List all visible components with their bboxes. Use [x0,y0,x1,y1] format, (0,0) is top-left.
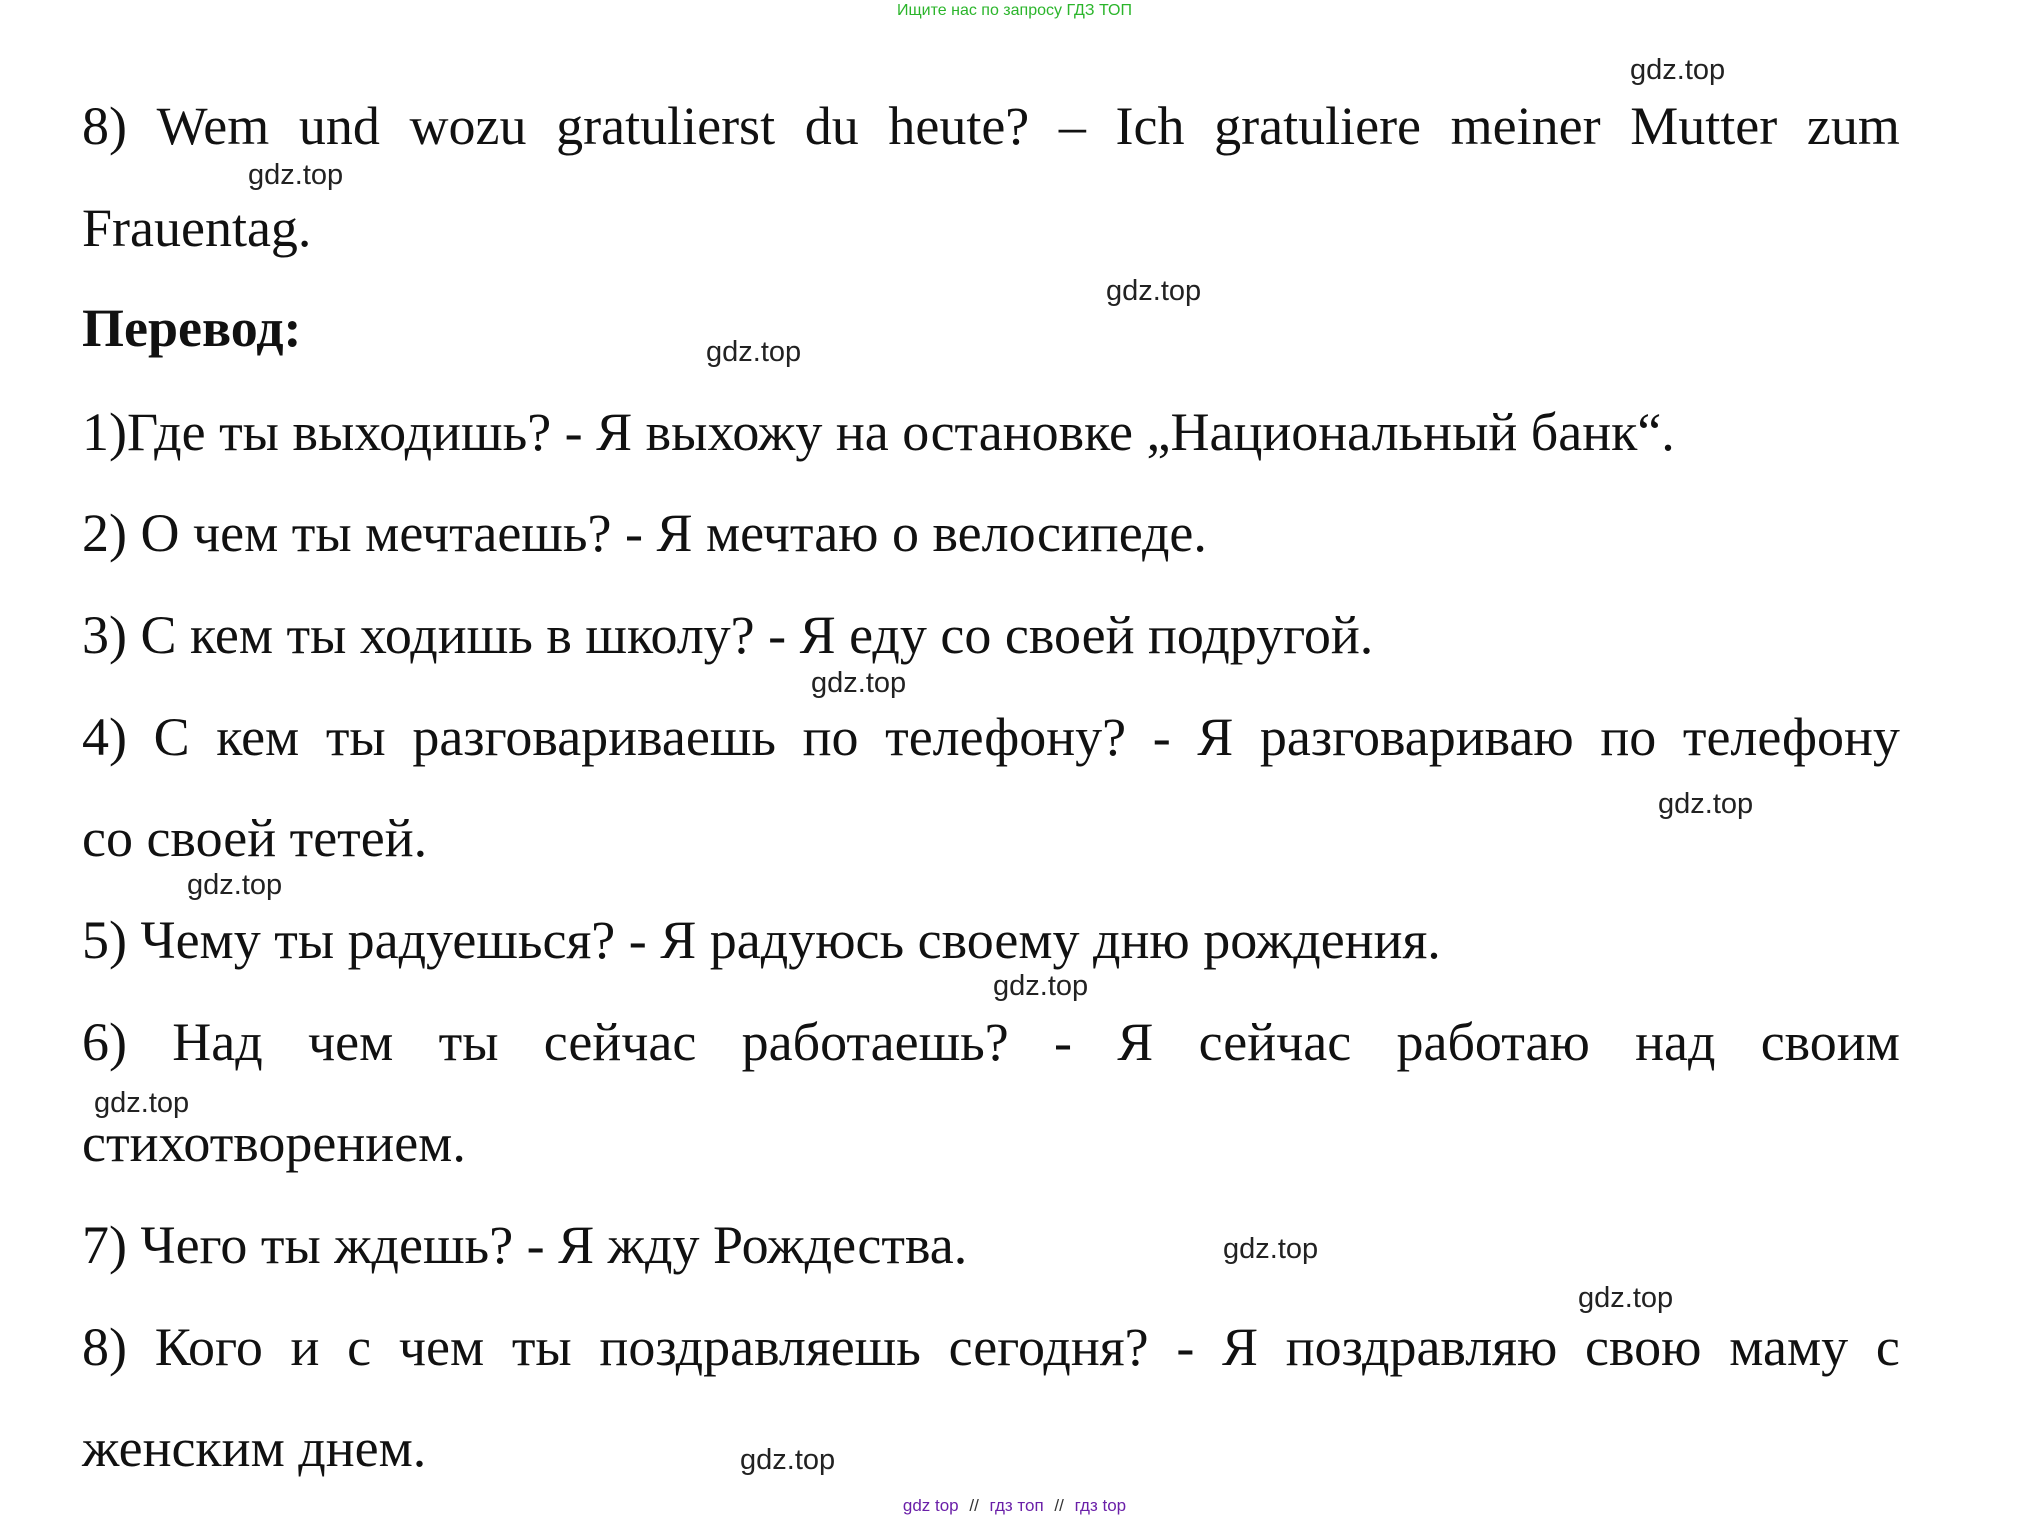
line-6-part1 [82,1012,1900,1072]
word: 8) [82,96,127,156]
bottom-link[interactable]: гдз top [1074,1496,1127,1515]
word: Ich [1115,96,1185,156]
word: heute? [888,96,1030,156]
line-4-part1 [82,707,1900,767]
word: Mutter [1630,96,1778,156]
line-5: 5) Чему ты радуешься? - Я радуюсь своему дню рождения. [82,910,1441,970]
word: 8) [82,1317,127,1377]
watermark: gdz.top [1106,275,1202,307]
word: ты [325,707,386,767]
word: Wem [156,96,270,156]
line-6-part2: стихотворением. [82,1113,466,1173]
word: чем [398,1317,485,1377]
word: поздравляешь [599,1317,921,1377]
word: над [1635,1012,1716,1072]
word: ты [511,1317,572,1377]
word: wozu [409,96,527,156]
line-4-part2: со своей тетей. [82,808,428,868]
line-3: 3) С кем ты ходишь в школу? - Я еду со своей подругой. [82,605,1374,665]
word: Над [172,1012,263,1072]
word: 6) [82,1012,127,1072]
word: телефону [1682,707,1900,767]
word: поздравляю [1285,1317,1558,1377]
watermark: gdz.top [1630,54,1726,86]
word: маму [1729,1317,1849,1377]
word: - [1054,1012,1073,1072]
word: своим [1760,1012,1900,1072]
word: работаю [1396,1012,1590,1072]
word: zum [1806,96,1900,156]
word: gratulierst [556,96,776,156]
word: Я [1117,1012,1154,1072]
bottom-link[interactable]: гдз топ [989,1496,1044,1515]
line-2: 2) О чем ты мечтаешь? - Я мечтаю о велосипеде. [82,503,1207,563]
word: сегодня? [948,1317,1149,1377]
word: телефону? [885,707,1127,767]
word: с [1875,1317,1900,1377]
watermark: gdz.top [740,1444,836,1476]
watermark: gdz.top [1578,1282,1674,1314]
word: 4) [82,707,127,767]
line-8-de-part2: Frauentag. [82,198,312,258]
word: du [804,96,859,156]
watermark: gdz.top [187,869,283,901]
line-7: 7) Чего ты ждешь? - Я жду Рождества. [82,1215,968,1275]
watermark: gdz.top [94,1087,190,1119]
word: с [347,1317,372,1377]
word: сейчас [543,1012,697,1072]
word: meiner [1450,96,1601,156]
heading-translation: Перевод: [82,298,302,358]
word: работаешь? [741,1012,1009,1072]
word: ты [438,1012,499,1072]
bottom-link[interactable]: gdz top [902,1496,959,1515]
watermark: gdz.top [993,970,1089,1002]
word: Я [1197,707,1234,767]
word: и [290,1317,320,1377]
line-8-part1 [82,1317,1900,1377]
word: разговариваю [1259,707,1574,767]
word: С [153,707,190,767]
word: - [1176,1317,1195,1377]
word: und [298,96,380,156]
line-1: 1)Где ты выходишь? - Я выхожу на остановке „Национальный банк“. [82,402,1675,462]
word: свою [1585,1317,1702,1377]
word: сейчас [1198,1012,1352,1072]
line-8-de-part1 [82,96,1900,156]
watermark: gdz.top [1223,1233,1319,1265]
watermark: gdz.top [811,667,907,699]
word: по [802,707,859,767]
word: - [1152,707,1171,767]
word: разговариваешь [412,707,776,767]
bottom-sep: // [969,1496,979,1515]
word: кем [216,707,300,767]
top-banner[interactable]: Ищите нас по запросу ГДЗ ТОП [897,2,1132,19]
line-8-part2: женским днем. [82,1418,427,1478]
word: чем [308,1012,394,1072]
bottom-links [0,1496,2029,1516]
word: Кого [154,1317,263,1377]
watermark: gdz.top [1658,788,1754,820]
word: по [1600,707,1657,767]
bottom-sep: // [1054,1496,1064,1515]
word: Я [1222,1317,1259,1377]
word: – [1058,96,1086,156]
watermark: gdz.top [706,336,802,368]
word: gratuliere [1214,96,1422,156]
watermark: gdz.top [248,159,344,191]
